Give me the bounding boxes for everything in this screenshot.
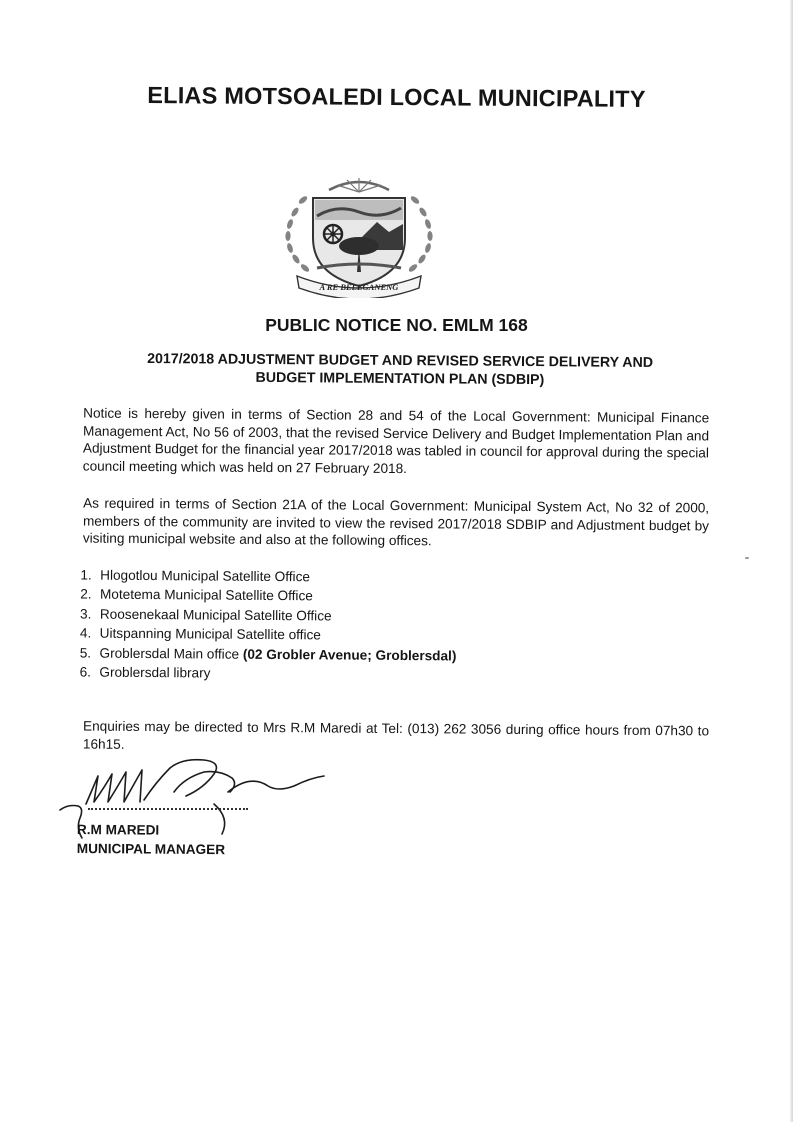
crest-motto: A RE BELEGANENG: [319, 282, 399, 292]
municipality-title: ELIAS MOTSOALEDI LOCAL MUNICIPALITY: [147, 82, 646, 112]
office-number: 1.: [80, 567, 92, 583]
offices-list: [80, 565, 721, 686]
office-item: [80, 663, 720, 687]
office-name: Motetema Municipal Satellite Office: [99, 587, 313, 604]
office-number: 4.: [79, 625, 92, 641]
notice-number: PUBLIC NOTICE NO. EMLM 168: [265, 315, 528, 335]
notice-subject: [90, 350, 710, 391]
office-number: 5.: [79, 645, 92, 661]
office-name: Groblersdal Main office: [99, 645, 243, 662]
enquiries-paragraph: Enquiries may be directed to Mrs R.M Maredi at Tel: (013) 262 3056 during office hours from 07h30 to 16h15.: [82, 718, 710, 752]
office-number: 2.: [80, 586, 92, 602]
office-number: 3.: [80, 606, 92, 622]
office-address: (02 Grobler Avenue; Groblersdal): [242, 646, 457, 664]
invitation-paragraph: As required in terms of Section 21A of the Local Government: Municipal System Act, No 32 of 2000, members of the community are invited to view the revised 2017/2018 SDBIP and Adjustment budget by visiting municipal website and also at the following offices.: [82, 495, 710, 549]
office-name: Groblersdal library: [99, 664, 211, 681]
signatory-block: [77, 820, 226, 859]
notice-paragraph: Notice is hereby given in terms of Section 28 and 54 of the Local Government: Municipal Finance Management Act, No 56 of 2003, that the revised Service Delivery and Budget Implementation Plan and Adjustment Budget for the financial year 2017/2018 was tabled in council for approval during the special council meeting which was held on 27 February 2018.: [82, 405, 710, 476]
municipal-crest-logo: [277, 172, 441, 298]
office-name: Uitspanning Municipal Satellite office: [99, 625, 321, 643]
office-name: Hlogotlou Municipal Satellite Office: [100, 567, 311, 585]
subject-line-1: 2017/2018 ADJUSTMENT BUDGET AND REVISED SERVICE DELIVERY AND: [147, 351, 654, 371]
office-name: Roosenekaal Municipal Satellite Office: [99, 606, 332, 624]
scan-speck: [745, 557, 749, 559]
subject-line-2: BUDGET IMPLEMENTATION PLAN (SDBIP): [255, 369, 545, 389]
signature-line: [88, 808, 248, 810]
office-number: 6.: [79, 664, 92, 680]
signatory-name: R.M MAREDI: [76, 821, 160, 838]
signatory-title: MUNICIPAL MANAGER: [76, 840, 226, 858]
